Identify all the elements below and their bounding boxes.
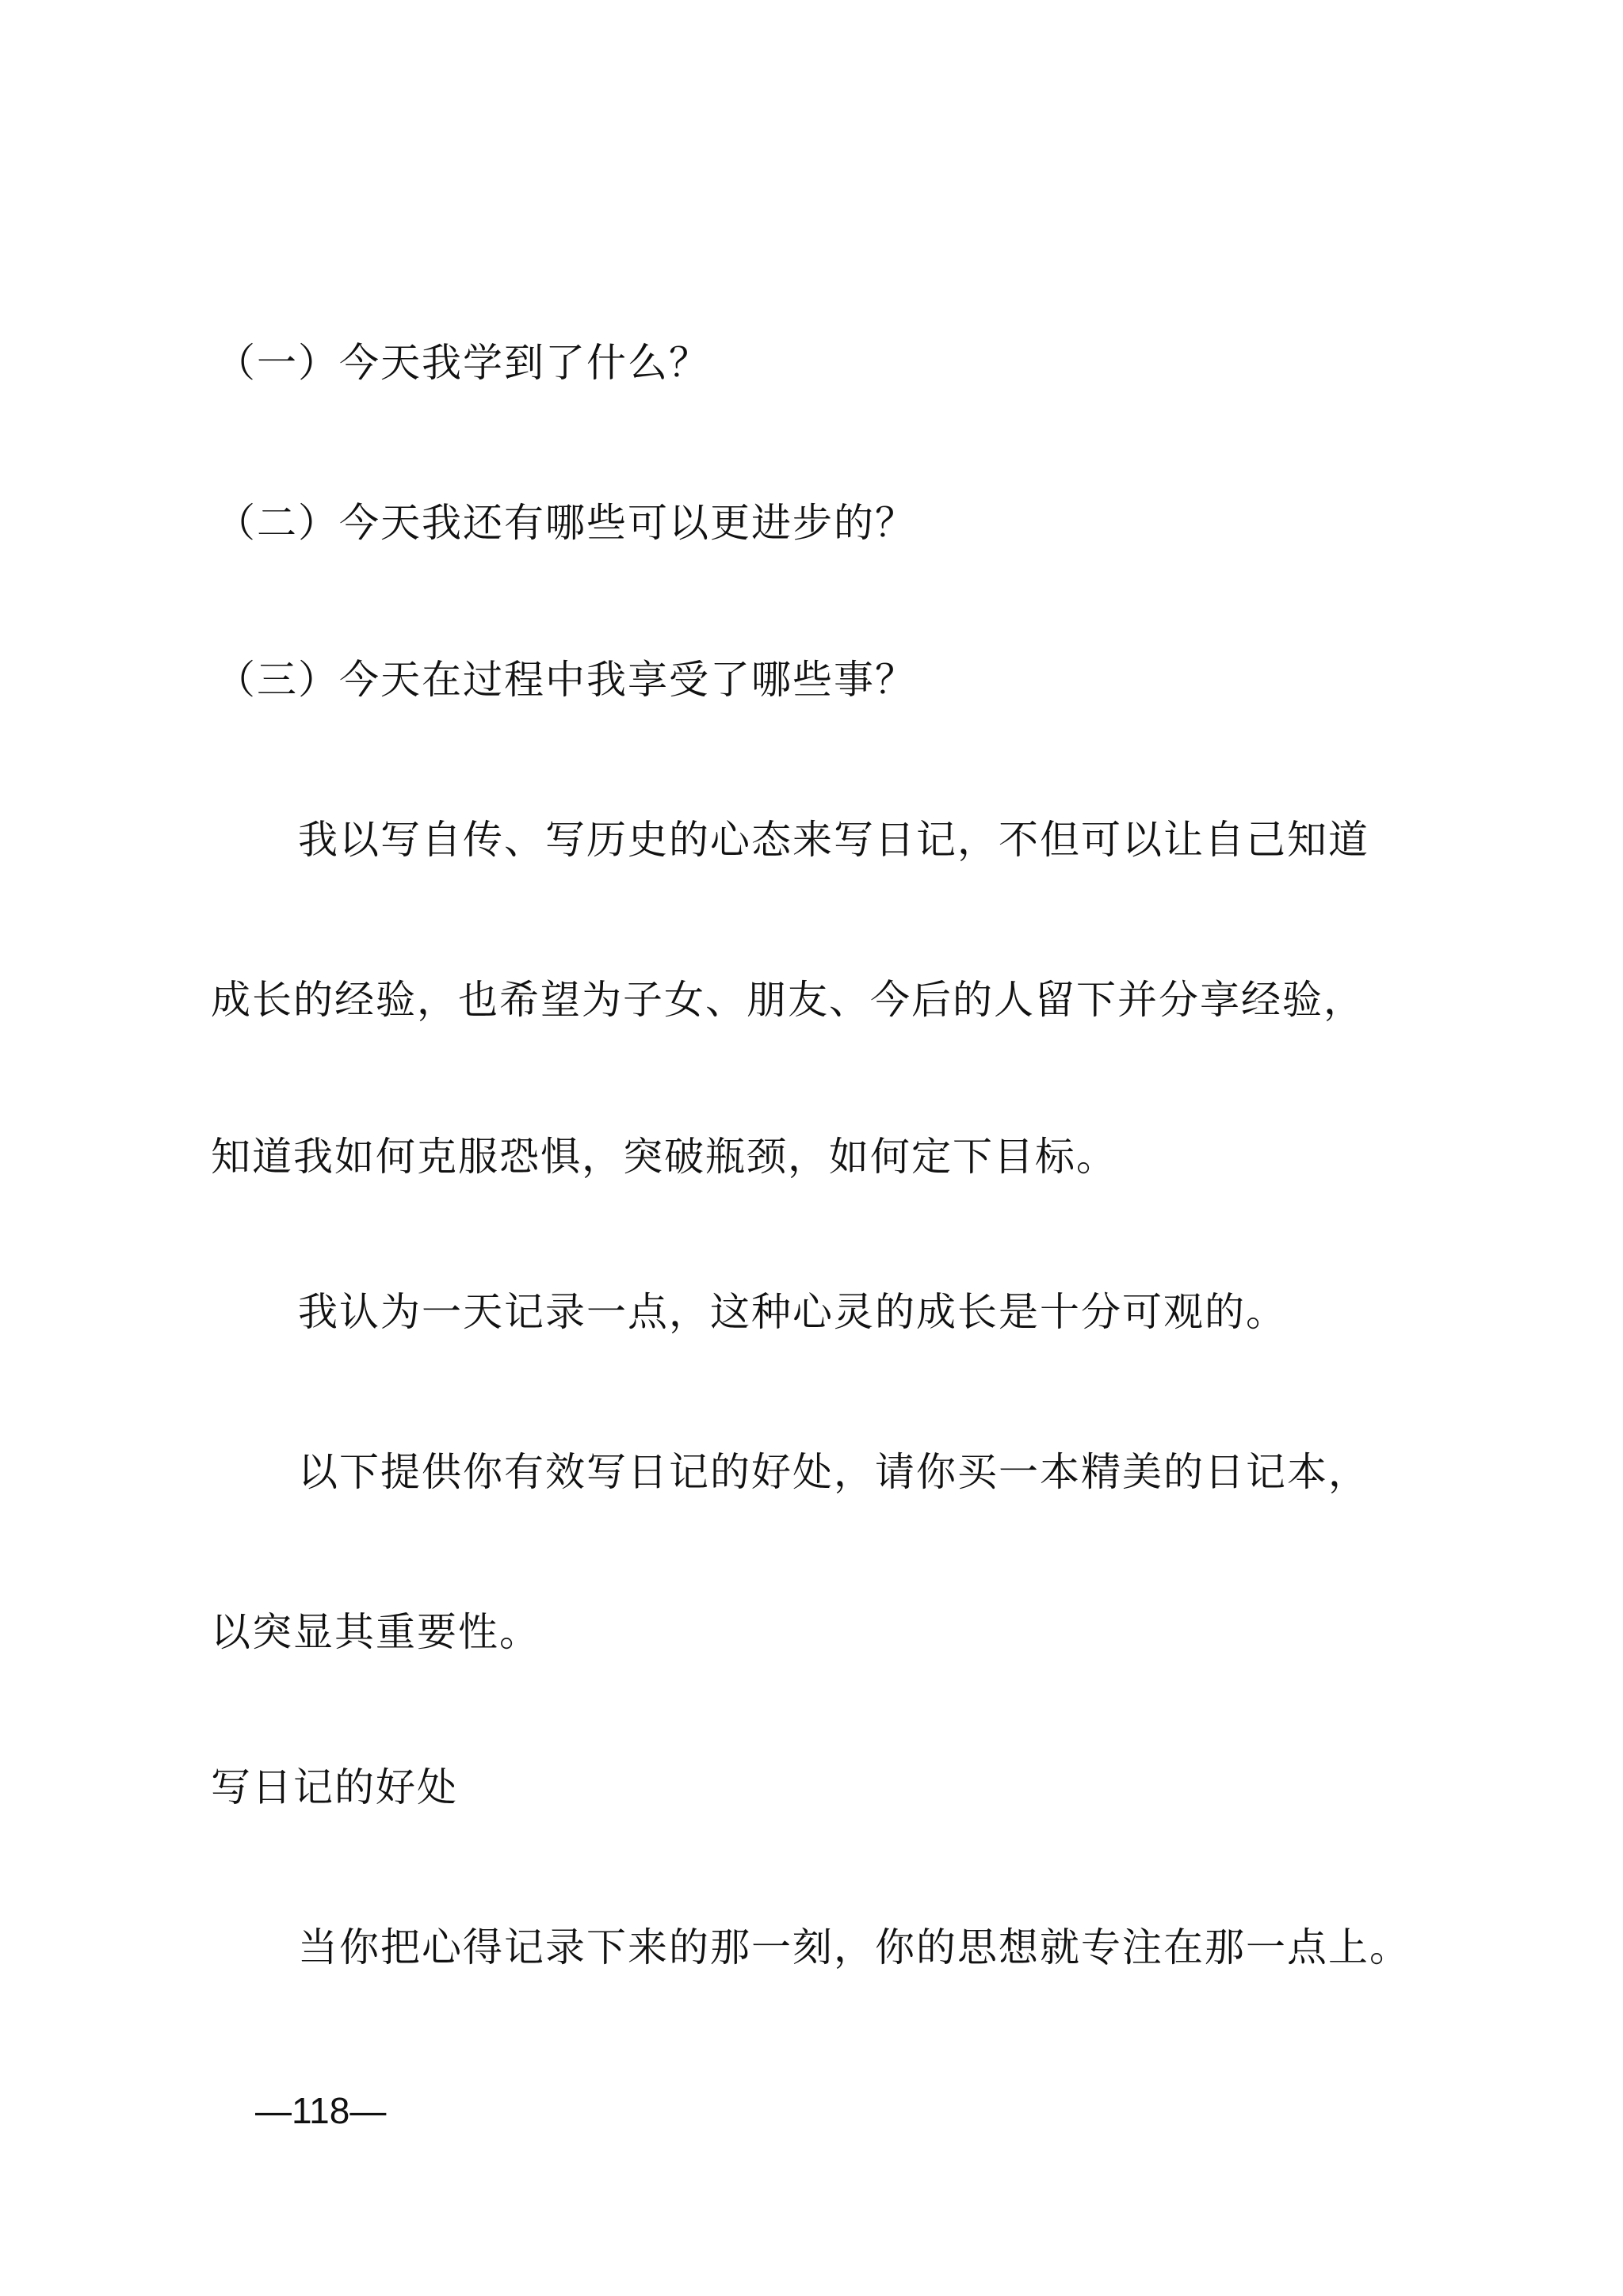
question-3: （三）今天在过程中我享受了哪些事？: [216, 657, 916, 703]
paragraph-2-line-1: 我认为一天记录一点，这种心灵的成长是十分可观的。: [298, 1289, 1287, 1335]
question-2: （二）今天我还有哪些可以更进步的？: [216, 500, 916, 546]
paragraph-1-line-3: 知道我如何克服恐惧，突破瓶颈，如何定下目标。: [211, 1134, 1117, 1180]
question-1: （一）今天我学到了什么？: [216, 340, 710, 386]
paragraph-4-line-1: 当你把心得记录下来的那一刻，你的思想就专注在那一点上。: [298, 1924, 1411, 1970]
paragraph-3-line-1: 以下提供你有效写日记的好处，请你买一本精美的日记本，: [298, 1449, 1369, 1495]
paragraph-1-line-2: 成长的经验，也希望为子女、朋友、今后的人留下并分享经验，: [211, 977, 1365, 1023]
paragraph-1-line-1: 我以写自传、写历史的心态来写日记，不但可以让自己知道: [298, 817, 1369, 863]
paragraph-3-line-2: 以突显其重要性。: [211, 1609, 540, 1655]
page-number: —118—: [255, 2090, 387, 2131]
section-heading: 写日记的好处: [211, 1764, 458, 1810]
